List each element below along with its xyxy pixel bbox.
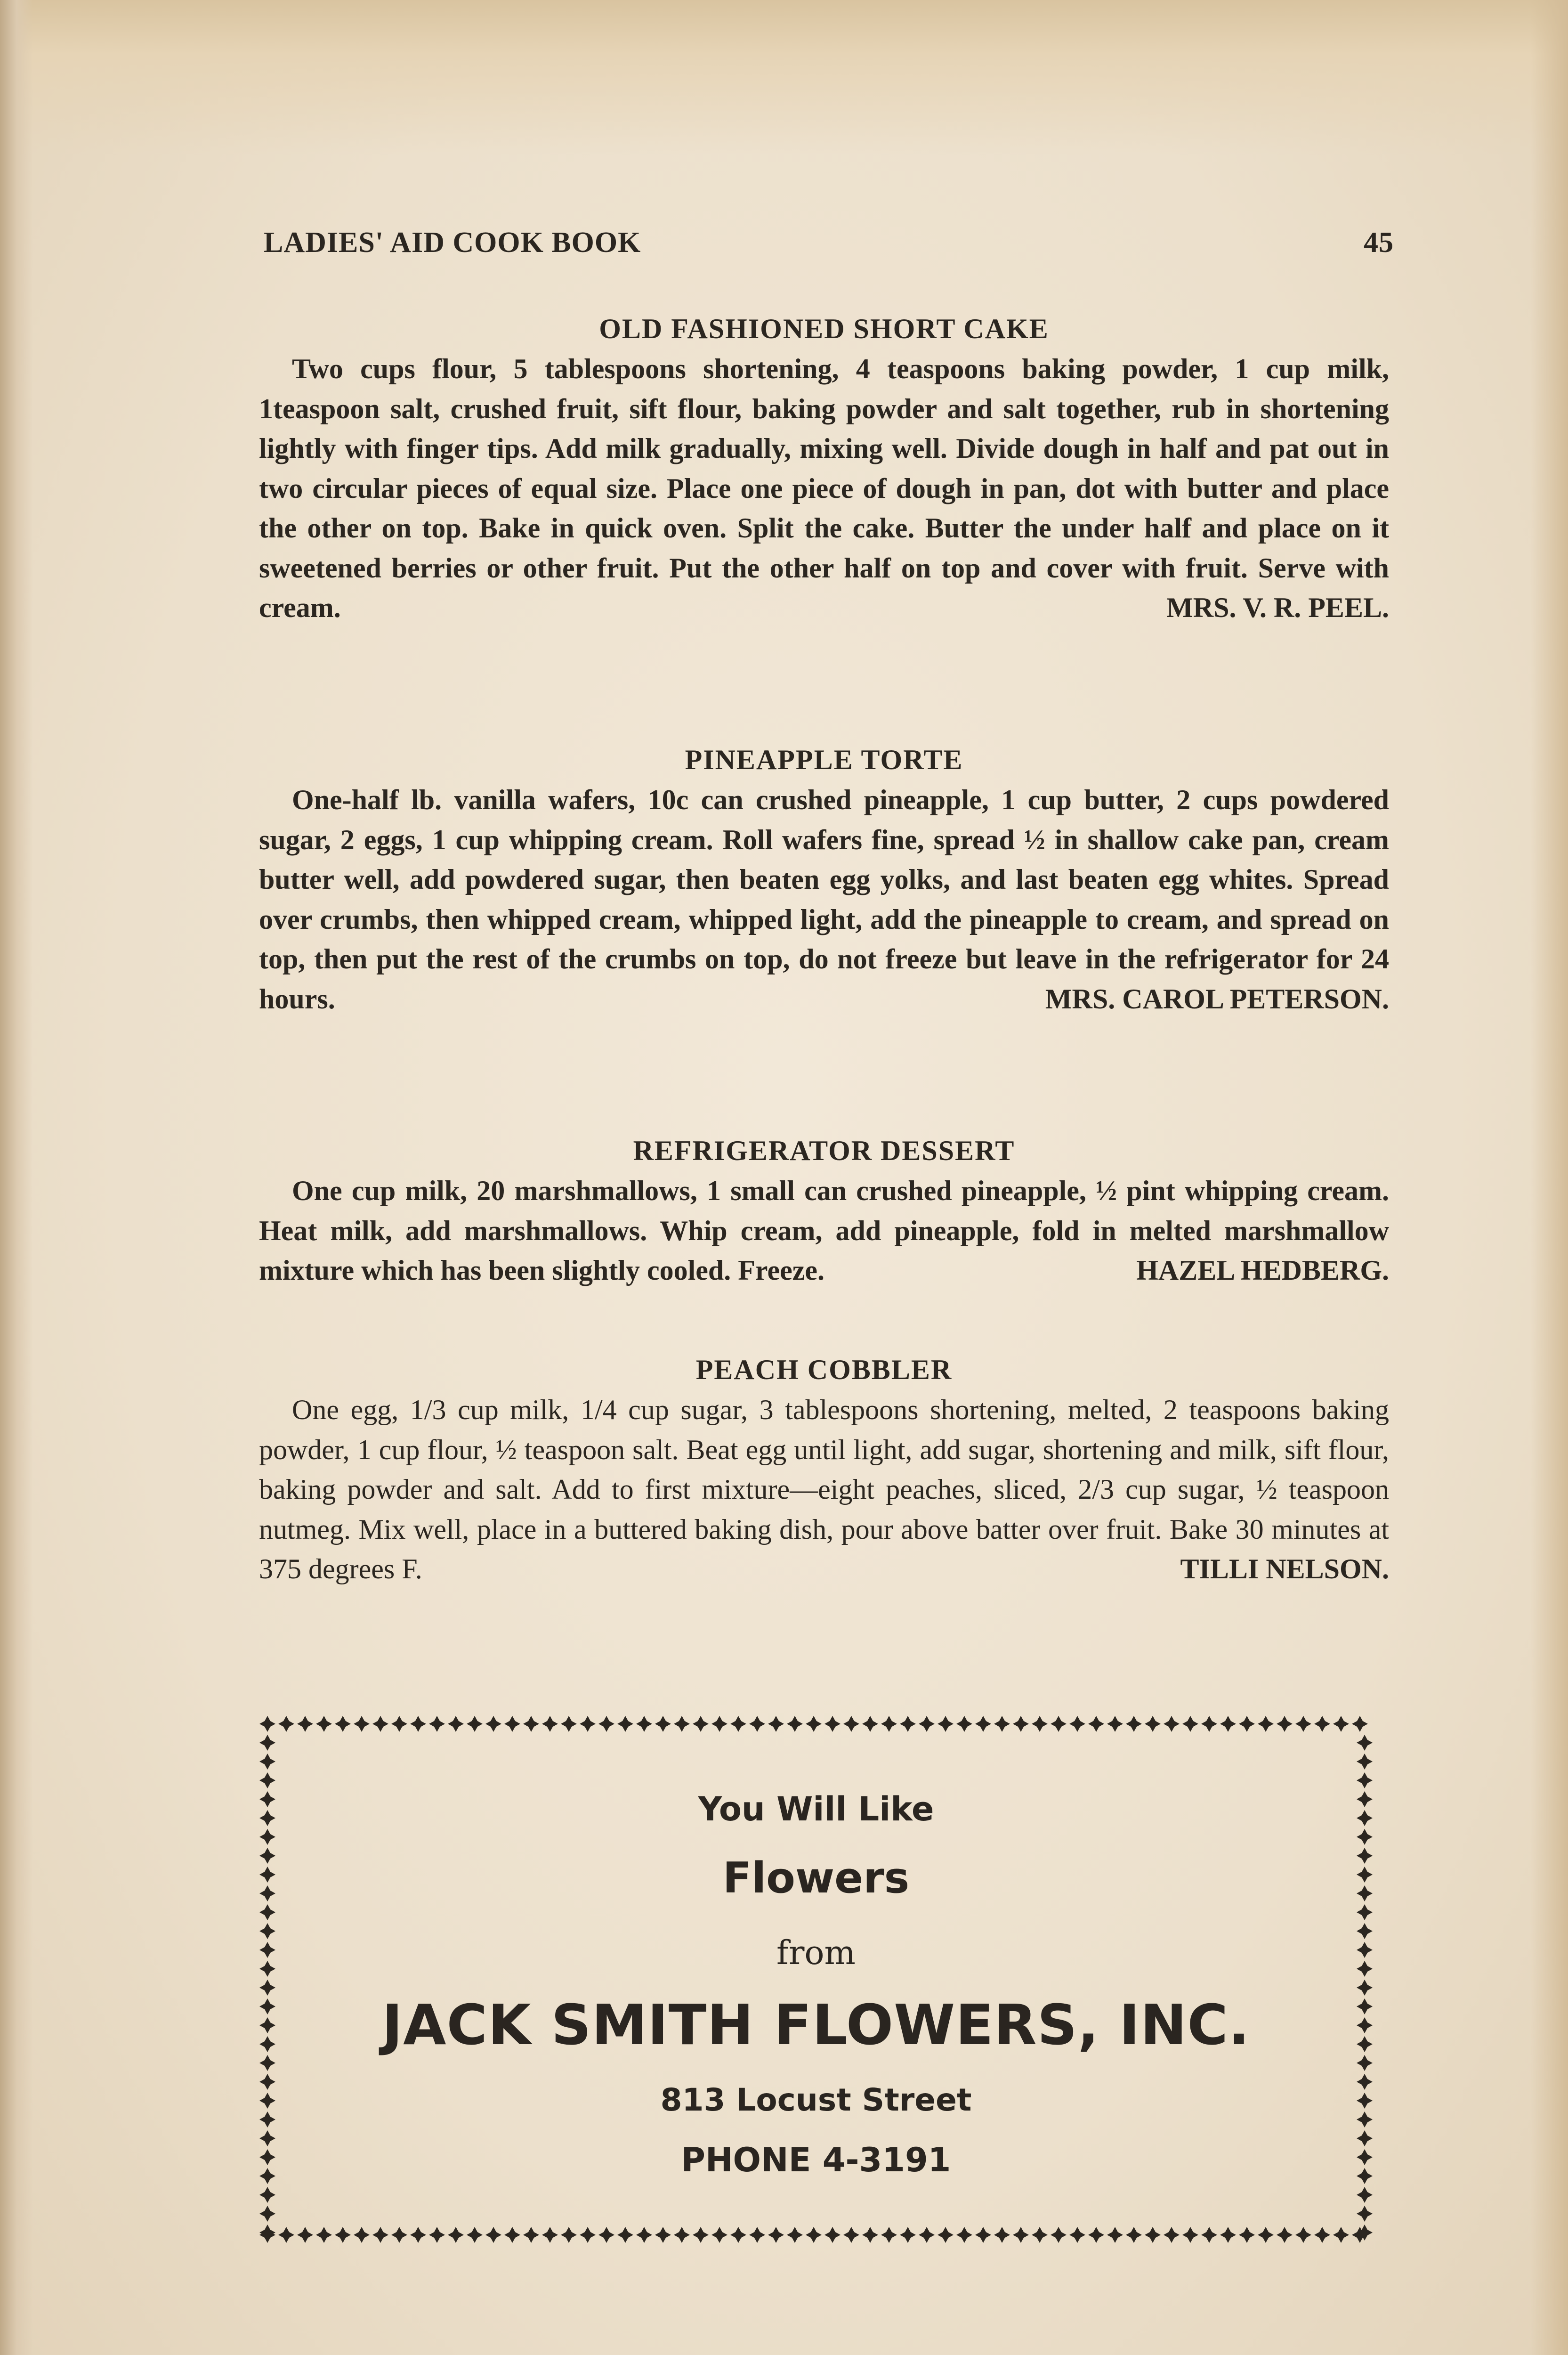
recipe-pineapple-torte xyxy=(259,739,1389,1019)
recipe-text: One cup milk, 20 marshmallows, 1 small can crushed pineapple, ½ pint whipping cream. Heat milk, add marshmallows. Whip cream, add pineapple, fold in melted marshmallow mixture which has been slightly cooled. Freeze. xyxy=(259,1175,1389,1286)
recipe-author: HAZEL HEDBERG. xyxy=(1136,1255,1389,1286)
recipe-old-fashioned-short-cake xyxy=(259,309,1389,628)
recipe-peach-cobbler xyxy=(259,1349,1389,1589)
flower-shop-advertisement xyxy=(258,1714,1374,2244)
ad-from: from xyxy=(776,1933,856,1972)
recipe-text: One egg, 1/3 cup milk, 1/4 cup sugar, 3 tablespoons shortening, melted, 2 teaspoons baking powder, 1 cup flour, ½ teaspoon salt. Beat egg until light, add sugar, shortening and milk, sift flour, baking powder and salt. Add to first mixture—eight peaches, sliced, 2/3 cup sugar, ½ teaspoon nutmeg. Mix well, place in a buttered baking dish, pour above batter over fruit. Bake 30 minutes at 375 degrees F. xyxy=(259,1394,1389,1584)
recipe-body xyxy=(259,1390,1389,1589)
ad-address: 813 Locust Street xyxy=(660,2082,972,2118)
paper-binding-edge xyxy=(0,0,33,2355)
recipe-text: One-half lb. vanilla wafers, 10c can crushed pineapple, 1 cup butter, 2 cups powdered sugar, 2 eggs, 1 cup whipping cream. Roll wafers fine, spread ½ in shallow cake pan, cream butter well, add powdered sugar, then beaten egg yolks, and last beaten egg whites. Spread over crumbs, then whipped cream, whipped light, add the pineapple to cream, and spread on top, then put the rest of the crumbs on top, do not freeze but leave in the refrigerator for 24 hours. xyxy=(259,784,1389,1015)
page-number: 45 xyxy=(1364,227,1394,259)
running-header xyxy=(264,226,1394,264)
paper-right-edge xyxy=(1530,0,1568,2355)
recipe-title: PEACH COBBLER xyxy=(695,1354,953,1385)
recipe-body xyxy=(259,349,1389,628)
ad-phone: PHONE 4-3191 xyxy=(681,2141,951,2179)
recipe-author: MRS. CAROL PETERSON. xyxy=(1045,983,1389,1015)
recipe-body xyxy=(259,780,1389,1019)
recipe-author: MRS. V. R. PEEL. xyxy=(1166,592,1389,623)
book-title: LADIES' AID COOK BOOK xyxy=(264,227,641,259)
recipe-refrigerator-dessert xyxy=(259,1130,1389,1291)
recipe-title: OLD FASHIONED SHORT CAKE xyxy=(599,313,1049,344)
recipe-body xyxy=(259,1171,1389,1291)
ad-tagline: You Will Like xyxy=(698,1790,934,1828)
ad-company-name: JACK SMITH FLOWERS, INC. xyxy=(382,1992,1250,2057)
recipe-title: REFRIGERATOR DESSERT xyxy=(633,1135,1015,1166)
ad-product: Flowers xyxy=(722,1853,910,1903)
recipe-author: TILLI NELSON. xyxy=(1180,1553,1389,1584)
recipe-text: Two cups flour, 5 tablespoons shortening, 4 teaspoons baking powder, 1 cup milk, 1teaspoon salt, crushed fruit, sift flour, baking powder and salt together, rub in shortening lightly with finger tips. Add milk gradually, mixing well. Divide dough in half and pat out in two circular pieces of equal size. Place one piece of dough in pan, dot with butter and place the other on top. Bake in quick oven. Split the cake. Butter the under half and place on it sweetened berries or other fruit. Put the other half on top and cover with fruit. Serve with cream. xyxy=(259,353,1389,623)
paper-top-edge xyxy=(0,0,1568,155)
recipe-title: PINEAPPLE TORTE xyxy=(685,744,963,775)
